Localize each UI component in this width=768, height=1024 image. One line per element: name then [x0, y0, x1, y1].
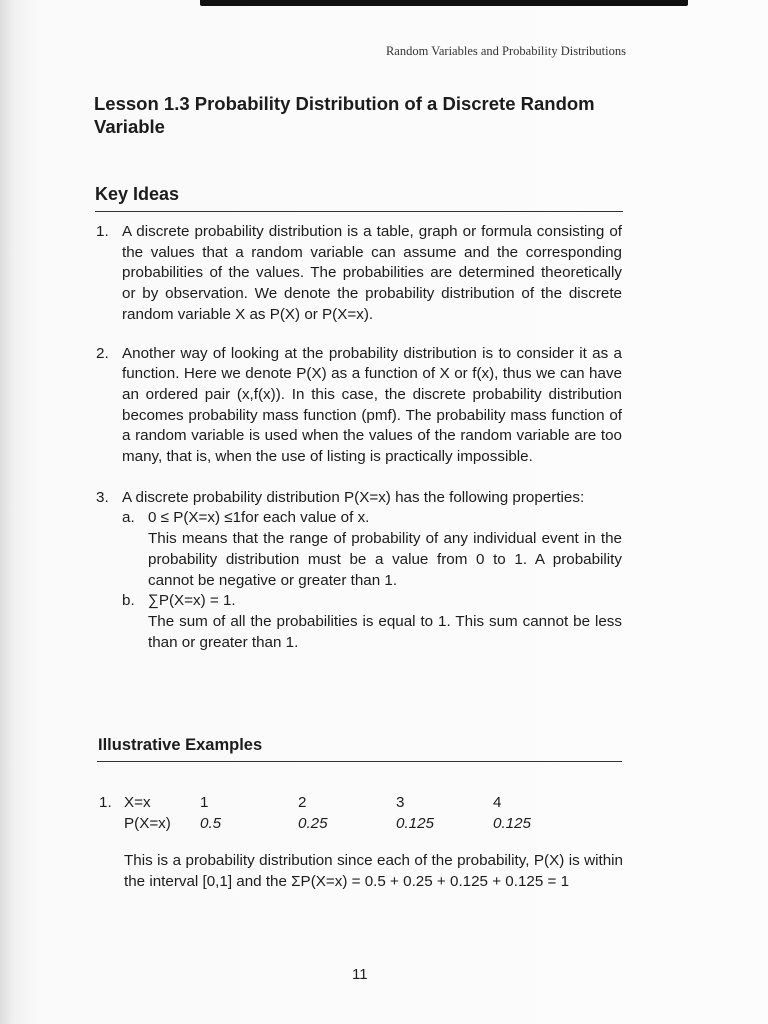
- section-divider: [95, 211, 623, 212]
- key-idea-item: [96, 488, 622, 654]
- lesson-title: Lesson 1.3 Probability Distribution of a Discrete Random Variable: [94, 93, 595, 137]
- item-number: 2.: [96, 344, 109, 362]
- property-statement: ∑P(X=x) = 1.: [148, 592, 236, 610]
- p-value: 0.125: [396, 815, 435, 832]
- p-value: 0.25: [298, 815, 328, 832]
- property-item: [122, 591, 622, 653]
- item-number: 1.: [96, 223, 109, 240]
- property-explanation: This means that the range of probability of any individual event in the probability distribution must be a value from 0 to 1. A probability cannot be negative or greater than 1.: [148, 530, 622, 589]
- example-explanation: This is a probability distribution since each of the probability, P(X) is within the interval [0,1] and the ΣP(X=x) = 0.5 + 0.25 + 0.125 + 0.125 = 1: [124, 852, 623, 890]
- key-idea-item: [96, 344, 622, 468]
- item-text: Another way of looking at the probability distribution is to consider it as a function. Here we denote P(X) as a function of X or f(x), thus we can have an ordered pair (x,f(x)). In this case, the discrete probability distribution becomes probability mass function (pmf). The probability mass function of a random variable is used when the values of the random variable are too many, that is, when the use of listing is practically impossible.: [122, 344, 622, 466]
- row-label-p: P(X=x): [124, 815, 171, 832]
- property-item: [122, 508, 622, 591]
- property-explanation: The sum of all the probabilities is equal to 1. This sum cannot be less than or greater than 1.: [148, 612, 622, 651]
- item-text: A discrete probability distribution is a table, graph or formula consisting of the values that a random variable can assume and the corresponding probabilities of the values. The probabilities are determined theoretically or by observation. We denote the probability distribution of the discrete random variable X as P(X) or P(X=x).: [122, 223, 622, 323]
- scan-top-edge: [200, 0, 688, 6]
- example-item: [99, 793, 623, 892]
- p-value: 0.125: [493, 815, 532, 832]
- x-value: 4: [493, 794, 502, 811]
- section-divider: [97, 761, 622, 762]
- property-letter: b.: [122, 592, 135, 610]
- key-ideas-heading: Key Ideas: [95, 184, 180, 204]
- property-statement: 0 ≤ P(X=x) ≤1for each value of x.: [148, 509, 370, 527]
- page-number: 11: [352, 966, 368, 983]
- example-number: 1.: [99, 794, 112, 811]
- probability-table: [124, 793, 623, 835]
- illustrative-examples-heading: Illustrative Examples: [98, 736, 263, 754]
- property-letter: a.: [122, 509, 135, 527]
- row-label-x: X=x: [124, 794, 151, 811]
- p-value: 0.5: [200, 815, 222, 832]
- key-idea-item: [96, 222, 622, 326]
- item-number: 3.: [96, 488, 109, 506]
- running-header: Random Variables and Probability Distributions: [385, 44, 626, 58]
- x-value: 2: [298, 794, 307, 811]
- key-ideas-list: [96, 222, 622, 653]
- x-value: 3: [396, 794, 405, 811]
- x-value: 1: [200, 794, 209, 811]
- item-text: A discrete probability distribution P(X=x) has the following properties:: [122, 488, 585, 506]
